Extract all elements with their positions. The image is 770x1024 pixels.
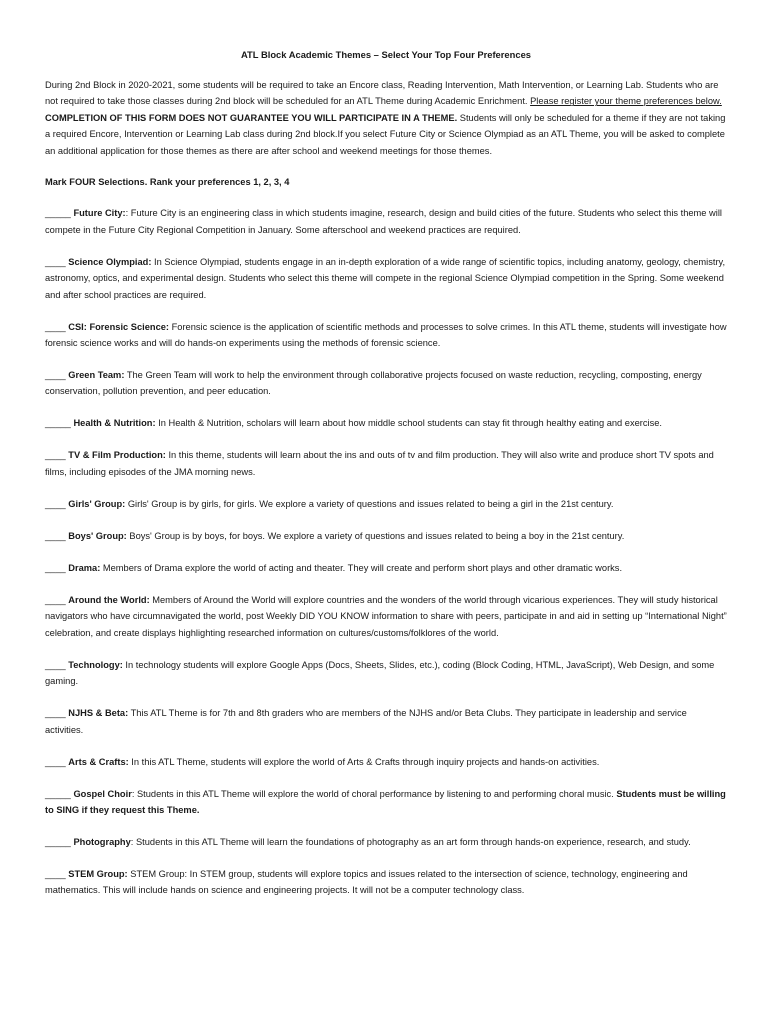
theme-description: Boys' Group is by boys, for boys. We explore a variety of questions and issues related to being a boy in the 21st century. [126, 530, 625, 541]
theme-name: CSI: Forensic Science: [68, 321, 170, 332]
theme-option [45, 367, 727, 400]
theme-description: In this ATL Theme, students will explore the world of Arts & Crafts through inquiry projects and hands-on activities. [128, 756, 600, 767]
theme-option [45, 657, 727, 690]
theme-option [45, 834, 727, 850]
theme-option [45, 592, 727, 641]
theme-name: Drama: [68, 562, 101, 573]
theme-description: : Future City is an engineering class in which students imagine, research, design and build cities of the future. Students who select this theme will compete in the Future City Regional Competition in January. Some afterschool and weekend practices are required. [45, 208, 722, 235]
theme-description: The Green Team will work to help the environment through collaborative projects focused on waste reduction, recycling, composting, energy conservation, pollution prevention, and peer education. [45, 370, 702, 397]
theme-option [45, 786, 727, 819]
theme-option [45, 319, 727, 352]
theme-description: In technology students will explore Google Apps (Docs, Sheets, Slides, etc.), coding (Block Coding, HTML, JavaScript), Web Design, and some gaming. [45, 659, 715, 687]
intro-text-continued: Students will only be scheduled for a theme if they are not taking a required Encore, Intervention or Learning Lab class during 2nd block.If you select Future City or Science Olympiad as an ATL Theme, you will be asked to complete an additional application for those themes as there are after school and weekend meetings for those themes. [45, 112, 726, 156]
theme-option [45, 705, 727, 738]
rank-blank[interactable]: ____ [45, 256, 69, 267]
theme-name: Health & Nutrition: [73, 418, 156, 429]
rank-blank[interactable]: ____ [45, 450, 69, 461]
theme-name: STEM Group: [68, 868, 128, 879]
theme-description: Members of Drama explore the world of acting and theater. They will create and perform short plays and other dramatic works. [100, 562, 623, 573]
theme-name: Boys' Group: [68, 530, 127, 541]
theme-name: Arts & Crafts: [68, 756, 129, 767]
theme-description: Members of Around the World will explore countries and the wonders of the world through vicarious experiences. They will study historical navigators who have circumnavigated the world, post Weekly DID YOU KNOW information to share with peers, participate in and aid in setting up “International Night” celebration, and create displays highlighting researched information on cultures/customs/folklores of the world. [45, 594, 727, 638]
theme-name: Green Team: [68, 370, 125, 381]
theme-requirement: Students must be willing to SING if they request this Theme. [45, 788, 726, 815]
theme-option [45, 415, 727, 431]
rank-blank[interactable]: ____ [45, 562, 69, 573]
theme-option [45, 754, 727, 770]
rank-blank[interactable]: ____ [45, 321, 69, 332]
rank-blank[interactable]: _____ [45, 836, 74, 847]
theme-option [45, 205, 727, 238]
theme-name: Science Olympiad: [68, 256, 152, 267]
theme-description: : Students in this ATL Theme will learn the foundations of photography as an art form through hands-on experience, research, and study. [130, 836, 691, 847]
guarantee-notice: COMPLETION OF THIS FORM DOES NOT GUARANTEE YOU WILL PARTICIPATE IN A THEME. [45, 112, 458, 123]
rank-blank[interactable]: _____ [45, 208, 74, 219]
theme-option [45, 447, 727, 480]
rank-blank[interactable]: ____ [45, 868, 69, 879]
theme-description: Girls' Group is by girls, for girls. We explore a variety of questions and issues related to being a girl in the 21st century. [125, 498, 614, 509]
theme-name: Technology: [68, 659, 123, 670]
page-title: ATL Block Academic Themes – Select Your Top Four Preferences [240, 49, 532, 60]
rank-blank[interactable]: ____ [45, 498, 69, 509]
theme-option [45, 254, 727, 303]
theme-description: STEM Group: In STEM group, students will explore topics and issues related to the intersection of science, technology, engineering and mathematics. This will include hands on science and engineering projects. It will not be a computer technology class. [45, 868, 688, 896]
theme-option [45, 496, 727, 512]
theme-option [45, 560, 727, 576]
theme-option [45, 528, 727, 544]
theme-option [45, 866, 727, 899]
rank-blank[interactable]: _____ [45, 788, 74, 799]
rank-blank[interactable]: ____ [45, 594, 69, 605]
theme-name: NJHS & Beta: [68, 708, 129, 719]
rank-blank[interactable]: ____ [45, 708, 69, 719]
theme-description: Forensic science is the application of scientific methods and processes to solve crimes. In this ATL theme, students will investigate how forensic science works and will do hands-on experiments using the methods of forensic science. [45, 321, 727, 349]
theme-name: Future City: [73, 208, 126, 219]
rank-blank[interactable]: ____ [45, 370, 69, 381]
theme-list [45, 205, 727, 898]
theme-name: Around the World: [68, 594, 150, 605]
theme-description: : Students in this ATL Theme will explore the world of choral performance by listening to and performing choral music. [131, 788, 617, 799]
rank-blank[interactable]: ____ [45, 756, 69, 767]
theme-description: In Science Olympiad, students engage in an in-depth exploration of a wide range of scientific topics, including anatomy, geology, chemistry, astronomy, optics, and experimental design. Students who select this theme will compete in the regional Science Olympiad competition in the Spring. Some weekend and after school practices are required. [45, 256, 726, 300]
intro-paragraph [45, 77, 727, 159]
intro-text: During 2nd Block in 2020-2021, some students will be required to take an Encore class, Reading Intervention, Math Intervention, or Learning Lab. Students who are not required to take those classes during 2nd block will be scheduled for an ATL Theme during Academic Enrichment. [45, 80, 719, 107]
theme-name: Gospel Choir [73, 788, 132, 799]
theme-name: Girls' Group: [68, 498, 126, 509]
theme-description: In Health & Nutrition, scholars will learn about how middle school students can stay fit through healthy eating and exercise. [155, 418, 663, 429]
theme-description: In this theme, students will learn about the ins and outs of tv and film production. They will also write and produce short TV spots and films, including episodes of the JMA morning news. [45, 450, 714, 477]
theme-name: Photography [73, 836, 131, 847]
rank-blank[interactable]: ____ [45, 530, 69, 541]
rank-blank[interactable]: _____ [45, 418, 74, 429]
register-instruction: Please register your theme preferences below. [530, 96, 722, 107]
theme-description: This ATL Theme is for 7th and 8th graders who are members of the NJHS and/or Beta Clubs. They participate in leadership and service activities. [45, 708, 687, 735]
rank-blank[interactable]: ____ [45, 659, 69, 670]
theme-name: TV & Film Production: [68, 450, 166, 461]
selection-instructions: Mark FOUR Selections. Rank your preferences 1, 2, 3, 4 [45, 177, 290, 188]
